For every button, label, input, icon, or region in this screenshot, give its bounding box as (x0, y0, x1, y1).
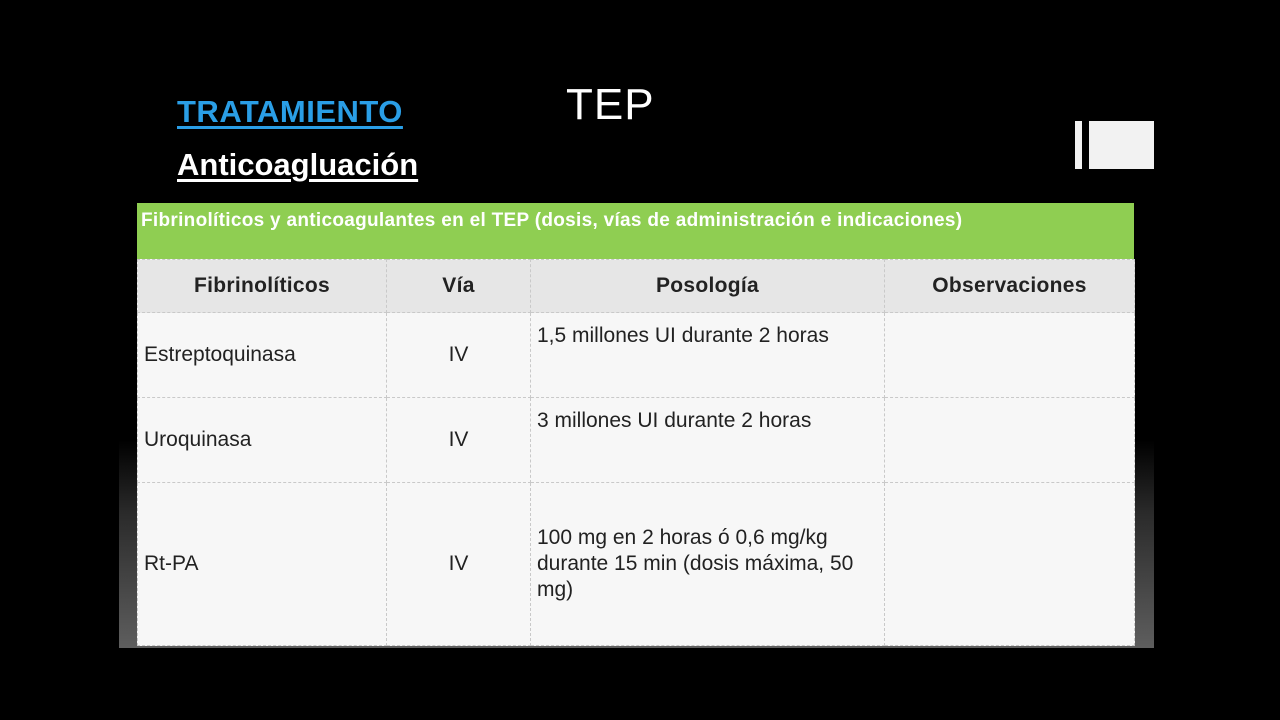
header-posologia: Posología (531, 260, 885, 313)
cell-dosage: 3 millones UI durante 2 horas (531, 398, 885, 483)
heading-tep: TEP (566, 80, 655, 129)
cell-dosage: 1,5 millones UI durante 2 horas (531, 313, 885, 398)
cell-notes (885, 483, 1135, 646)
decorative-box (1089, 121, 1154, 169)
table-row (138, 313, 1135, 398)
cell-drug: Rt-PA (138, 483, 387, 646)
cell-drug: Estreptoquinasa (138, 313, 387, 398)
table-header-row (138, 260, 1135, 313)
cell-route: IV (387, 313, 531, 398)
drug-table (137, 259, 1135, 646)
cell-notes (885, 398, 1135, 483)
cell-route: IV (387, 483, 531, 646)
heading-tratamiento: TRATAMIENTO (177, 94, 403, 129)
table-row (138, 398, 1135, 483)
cell-dosage: 100 mg en 2 horas ó 0,6 mg/kg durante 15 min (dosis máxima, 50 mg) (531, 483, 885, 646)
cell-route: IV (387, 398, 531, 483)
header-fibrinoliticos: Fibrinolíticos (138, 260, 387, 313)
cell-drug: Uroquinasa (138, 398, 387, 483)
table-row (138, 483, 1135, 646)
cell-notes (885, 313, 1135, 398)
header-via: Vía (387, 260, 531, 313)
header-observaciones: Observaciones (885, 260, 1135, 313)
drug-table-container (137, 203, 1134, 646)
decorative-bar (1075, 121, 1082, 169)
subheading-anticoagulacion: Anticoagluación (177, 147, 419, 182)
table-caption: Fibrinolíticos y anticoagulantes en el TEP (dosis, vías de administración e indicaciones) (137, 203, 1134, 259)
